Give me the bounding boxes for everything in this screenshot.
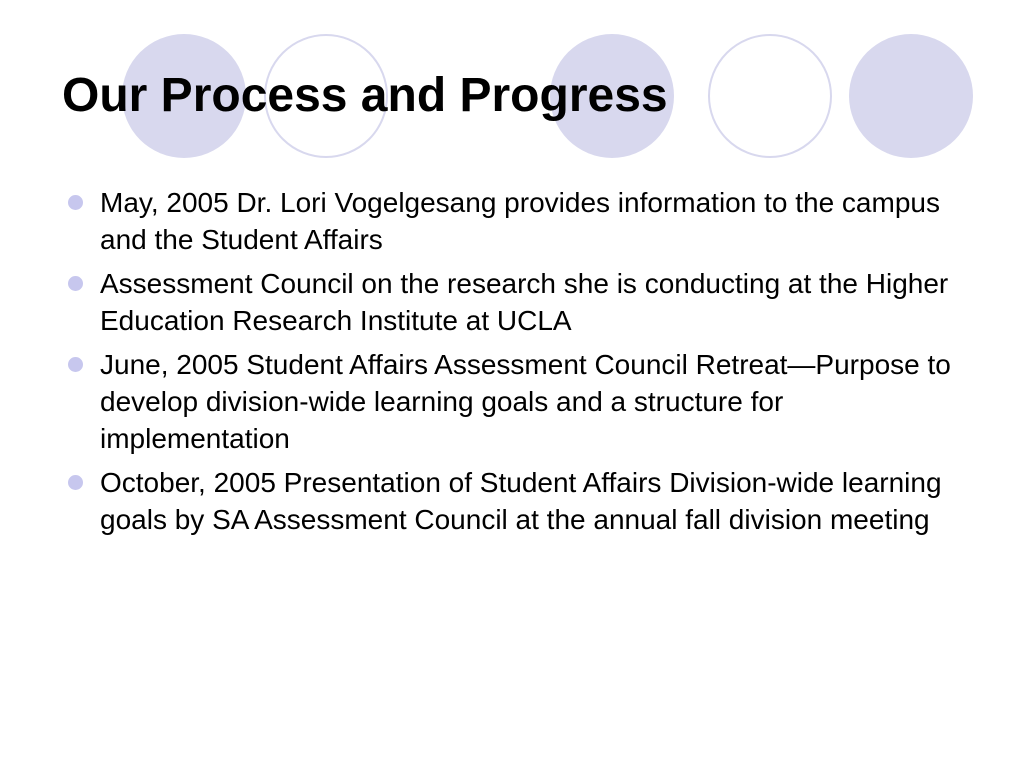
bullet-text: October, 2005 Presentation of Student Affairs Division-wide learning goals by SA Assessment Council at the annual fall division meeting <box>100 467 942 535</box>
bullet-dot-icon <box>68 195 83 210</box>
bullet-dot-icon <box>68 475 83 490</box>
decorative-circle-filled-3 <box>849 34 973 158</box>
bullet-dot-icon <box>68 276 83 291</box>
bullet-text: June, 2005 Student Affairs Assessment Council Retreat—Purpose to develop division-wide learning goals and a structure for implementation <box>100 349 951 454</box>
bullet-item <box>68 464 958 538</box>
bullet-list <box>68 184 958 545</box>
bullet-text: Assessment Council on the research she is conducting at the Higher Education Research Institute at UCLA <box>100 268 949 336</box>
slide-title: Our Process and Progress <box>62 69 668 122</box>
decorative-circle-outline-2 <box>708 34 832 158</box>
bullet-text: May, 2005 Dr. Lori Vogelgesang provides information to the campus and the Student Affairs <box>100 187 940 255</box>
bullet-dot-icon <box>68 357 83 372</box>
bullet-item <box>68 265 958 339</box>
bullet-item <box>68 346 958 457</box>
bullet-item <box>68 184 958 258</box>
